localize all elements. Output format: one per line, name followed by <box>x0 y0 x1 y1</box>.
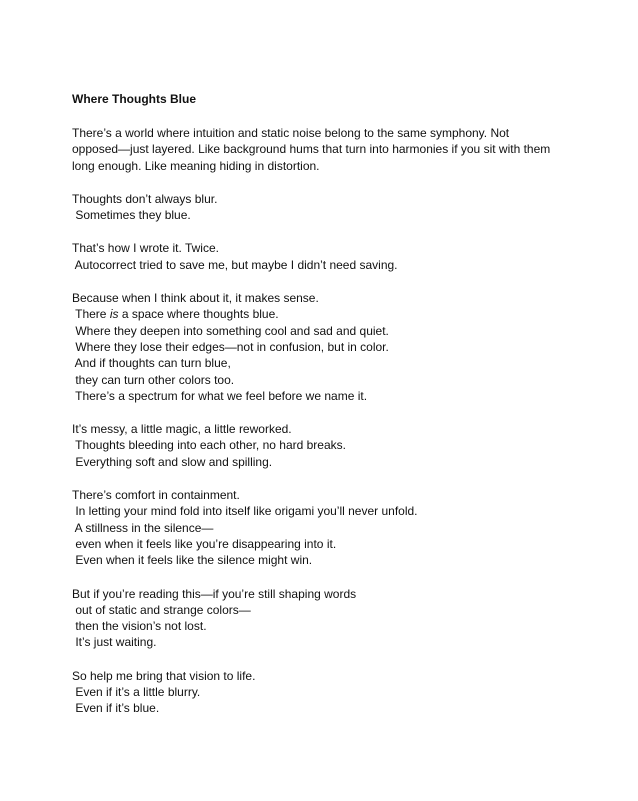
paragraph-line: Thoughts don’t always blur. <box>72 191 218 206</box>
paragraph-line: Sometimes they blue. <box>72 208 191 223</box>
document-page <box>72 92 572 734</box>
paragraph-line: Thoughts bleeding into each other, no hard breaks. <box>72 438 346 453</box>
paragraph <box>72 668 572 717</box>
paragraph-line: That’s how I wrote it. Twice. <box>72 241 219 256</box>
paragraph-line: they can turn other colors too. <box>72 372 235 387</box>
paragraph-line: There is a space where thoughts blue. <box>72 307 279 322</box>
paragraph-line: There’s comfort in containment. <box>72 488 240 503</box>
paragraph <box>72 240 572 273</box>
paragraph-line: And if thoughts can turn blue, <box>72 356 231 371</box>
paragraph <box>72 487 572 568</box>
paragraph-line: It’s just waiting. <box>72 635 157 650</box>
paragraph-line: long enough. Like meaning hiding in distortion. <box>72 158 320 173</box>
paragraph-line: Because when I think about it, it makes sense. <box>72 291 319 306</box>
paragraph-line: Even if it’s a little blurry. <box>72 685 201 700</box>
paragraph-line: But if you’re reading this—if you’re still shaping words <box>72 586 357 601</box>
paragraph <box>72 290 572 404</box>
paragraph-line: There’s a world where intuition and static noise belong to the same symphony. Not <box>72 126 510 140</box>
paragraph-line: then the vision’s not lost. <box>72 619 207 634</box>
paragraph-line: opposed—just layered. Like background hums that turn into harmonies if you sit with them <box>72 142 551 157</box>
paragraph-line: Where they lose their edges—not in confusion, but in color. <box>72 339 389 354</box>
paragraph <box>72 191 572 224</box>
paragraph-line: Everything soft and slow and spilling. <box>72 454 273 469</box>
document-title: Where Thoughts Blue <box>72 92 196 106</box>
paragraph-line: So help me bring that vision to life. <box>72 668 256 683</box>
paragraph <box>72 421 572 470</box>
paragraph-line: Even if it’s blue. <box>72 701 160 716</box>
paragraph-line: Where they deepen into something cool and sad and quiet. <box>72 323 389 338</box>
paragraph-line: There’s a spectrum for what we feel before we name it. <box>72 388 368 403</box>
document-body <box>72 125 572 717</box>
paragraph <box>72 586 572 651</box>
paragraph-line: Autocorrect tried to save me, but maybe I didn’t need saving. <box>72 257 398 272</box>
paragraph-line: A stillness in the silence— <box>72 520 214 535</box>
paragraph <box>72 125 572 174</box>
paragraph-line: Even when it feels like the silence might win. <box>72 553 313 568</box>
paragraph-line: In letting your mind fold into itself like origami you’ll never unfold. <box>72 504 418 519</box>
paragraph-line: out of static and strange colors— <box>72 602 251 617</box>
italic-emphasis: is <box>109 307 119 322</box>
paragraph-line: It’s messy, a little magic, a little reworked. <box>72 422 292 437</box>
paragraph-line: even when it feels like you’re disappearing into it. <box>72 536 337 551</box>
